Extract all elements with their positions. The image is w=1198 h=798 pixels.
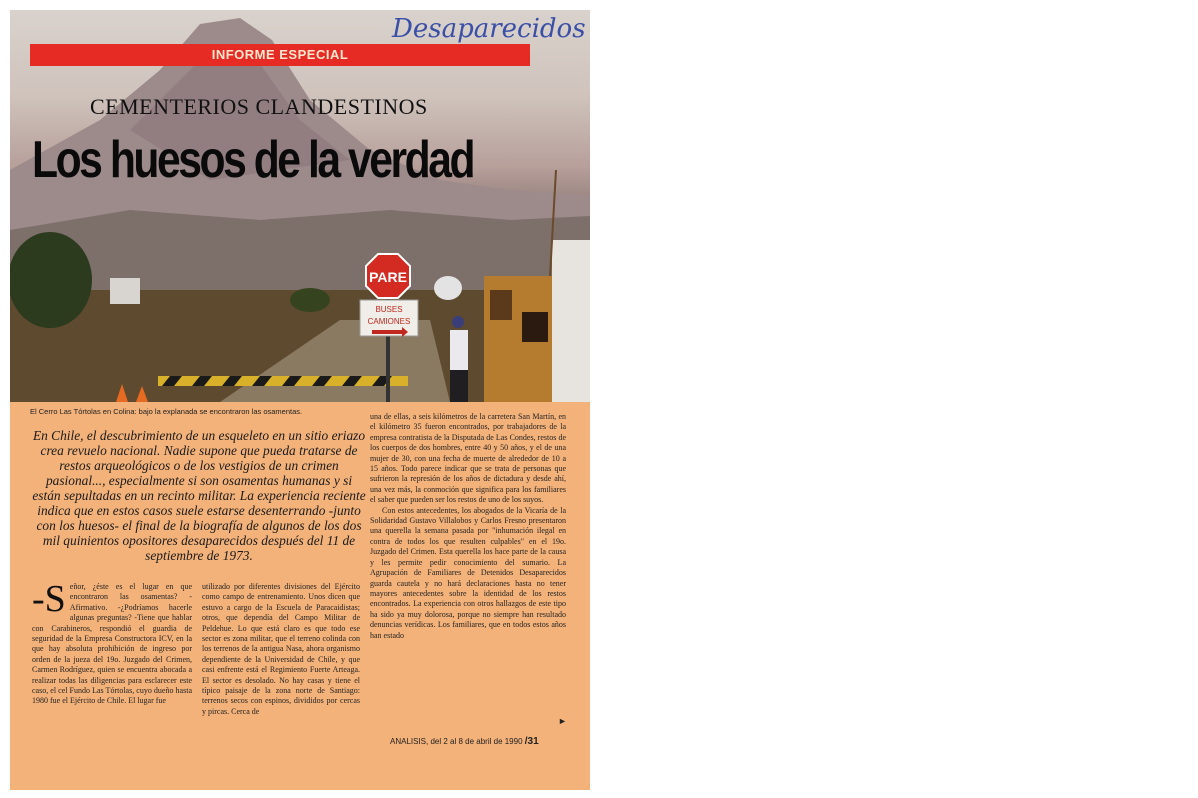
small-sign (110, 278, 140, 304)
kicker-title: CEMENTERIOS CLANDESTINOS (90, 94, 428, 119)
stop-sign-text: PARE (369, 269, 407, 285)
lead-paragraph: En Chile, el descubrimiento de un esqueleto en un sitio eriazo crea revuelo nacional. Nadie supone que pueda tratarse de restos arqueológicos o de los vestigios de un crimen pasional..., especialmente si son osamentas humanas y si están sepultadas en un recinto militar. La experiencia reciente indica que en estos casos suele estarse desenterrando -junto con los huesos- el final de la biografía de algunos de los dos mil quinientos opositores desaparecidos después del 11 de septiembre de 1973. (32, 428, 366, 563)
page-footer (390, 736, 539, 747)
body-column-2 (202, 582, 360, 717)
body-text: Con estos antecedentes, los abogados de la Vicaría de la Solidaridad Gustavo Villalobos y Carlos Fresno presentaron una querella la semana pasada por "inhumación ilegal en contra de todos los que resulten culpables" en el 19o. Juzgado del Crimen. Esta querella los hace parte de la causa y les permite pedir conocimiento del sumario. La Agrupación de Familiares de Detenidos Desaparecidos guarda cautela y no hará declaraciones hasta no tener mayores antecedentes sobre la identidad de los restos encontrados. La experiencia con otros hallazgos de este tipo ha sido ya muy dolorosa, porque no siempre han resultado denuncias verídicas. Los familiares, que en todos estos años han estado (370, 505, 566, 640)
buses-sign-line2: CAMIONES (367, 317, 411, 326)
section-banner: INFORME ESPECIAL (30, 44, 530, 66)
body-column-1 (32, 578, 192, 707)
guard-legs (450, 370, 468, 402)
dropcap: -S (32, 578, 66, 620)
footer-text: ANALISIS, del 2 al 8 de abril de 1990 (390, 737, 523, 746)
body-column-3 (370, 412, 566, 641)
page-number: /31 (524, 736, 539, 747)
booth-window (522, 312, 548, 342)
handwritten-annotation: Desaparecidos (392, 14, 586, 44)
photo-caption: El Cerro Las Tórtolas en Colina: bajo la explanada se encontraron las osamentas. (30, 407, 303, 416)
tree (10, 232, 92, 328)
satellite-dish (434, 276, 462, 300)
guard-head (452, 316, 464, 328)
body-text: eñor, ¿éste es el lugar en que encontraron las osamentas? -Afirmativo. -¿Podríamos hacerle algunas preguntas? -Tiene que hablar con Carabineros, respondió el guardia de seguridad de la Empresa Constructora ICV, en la que hay absoluta prohibición de ingreso por orden de la jueza del 19o. Juzgado del Crimen, Carmen Rodríguez, quien se encuentra abocada a realizar todas las diligencias para esclarecer este caso, el cel Fundo Las Tórtolas, cuyo dueño hasta 1980 fue el Ejército de Chile. El lugar fue (32, 582, 192, 706)
white-building (552, 240, 590, 402)
tree (290, 288, 330, 312)
body-text: una de ellas, a seis kilómetros de la carretera San Martín, en el kilómetro 35 fueron encontrados, por trabajadores de la empresa contratista de la Disputada de Las Condes, restos de los cuerpos de dos hombres, entre 40 y 50 años, y el de una mujer de 30, con una fecha de muerte de alrededor de 10 a 15 años. Todo parece indicar que se trata de personas que sufrieron la represión de los años de dictadura y desde ahí, una vez más, la conmoción que significa para los familiares el saber que pueden ser los restos de uno de los suyos. (370, 412, 566, 505)
buses-sign-line1: BUSES (375, 305, 403, 314)
continue-arrow-icon: ► (558, 716, 567, 726)
headline: Los huesos de la verdad (32, 131, 474, 189)
landscape-illustration (10, 10, 590, 402)
body-text: utilizado por diferentes divisiones del Ejército como campo de entrenamiento. Unos dicen que estuvo a cargo de la Escuela de Paracaidistas; otros, que dependía del Campo Militar de Peldehue. Lo que está claro es que todo ese sector es zona militar, que el terreno colinda con los terrenos de la antigua Nasa, ahora organismo dependiente de la Universidad de Chile, y que casi enfrente está el Regimiento Fuerte Arteaga. El sector es desolado. No hay casas y tiene el típico paisaje de la zona norte de Santiago: terrenos secos con espinos, divididos por cercas y pircas. Cerca de (202, 582, 360, 716)
cover-photo (10, 10, 590, 402)
booth-poster (490, 290, 512, 320)
magazine-page (10, 10, 590, 790)
guard-person (450, 330, 468, 370)
